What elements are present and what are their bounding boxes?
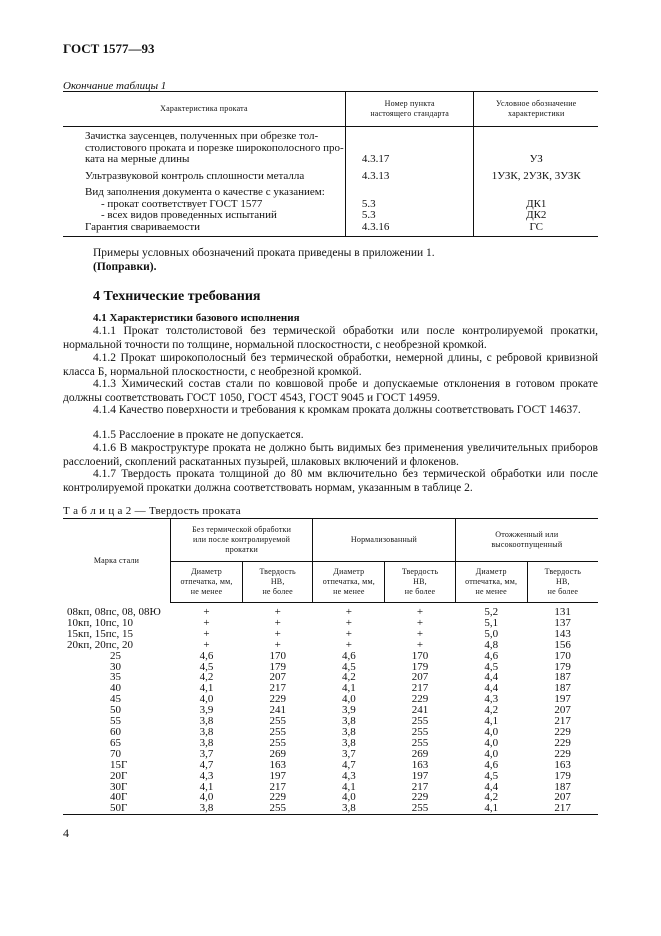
table2-cell-value: 4,6 <box>484 758 499 771</box>
paragraph-4-1-2: 4.1.2 Прокат широкополосный без термической обработки, немерной длины, с ребровой кривизной класса Б, нормальной плоскостности, с необрезной кромкой. <box>63 352 598 378</box>
table2-cell-mark: 10кп, 10пс, 10 <box>67 616 133 629</box>
examples-text: Примеры условных обозначений проката приведены в приложении 1. <box>93 247 435 259</box>
table2-cell-value: 3,8 <box>199 725 214 738</box>
table1-row <box>63 127 598 166</box>
table2-cell-value: 179 <box>411 660 429 673</box>
table2-cell-value: + <box>416 606 424 618</box>
table2-subheader-hardness: Твердость НВ, не более <box>243 562 313 603</box>
paragraph-4-1-1: 4.1.1 Прокат толстолистовой без термической обработки или после контролируемой прокатки, нормальной точности по толщине, нормальной плоскостности, с необрезной кромкой. <box>63 325 598 351</box>
table2-row <box>63 771 598 782</box>
table2-row <box>63 792 598 803</box>
table2-cell-value: + <box>416 627 424 640</box>
table1-cell-point: 4.3.13 <box>345 166 474 183</box>
table2-subheader-diameter: Диаметр отпечатка, мм, не менее <box>313 562 385 603</box>
subsection-title: 4.1 Характеристики базового исполнения <box>93 312 300 324</box>
table2-cell-value: 4,7 <box>341 758 356 771</box>
table2-cell-value: 4,4 <box>484 682 499 695</box>
table2-cell-value: 255 <box>411 736 429 749</box>
table2-row <box>63 760 598 771</box>
table2-cell-mark: 50 <box>110 704 121 717</box>
table2-body <box>63 603 598 815</box>
table2-cell-value: + <box>203 638 210 651</box>
table2-cell-value: 187 <box>554 671 571 684</box>
table2-cell-value: 255 <box>411 715 429 728</box>
paragraph-4-1-5: 4.1.5 Расслоение в прокате не допускается. <box>93 429 304 441</box>
table2-cell-value: 197 <box>269 769 286 782</box>
table2-cell-value: 170 <box>554 649 571 662</box>
table1 <box>63 91 598 237</box>
table2-cell-value: 4,1 <box>341 780 356 793</box>
table1-header-code: Условное обозначение характеристики <box>474 92 598 127</box>
table2-cell-value: 217 <box>269 780 286 793</box>
table1-cell-point: 4.3.16 <box>345 222 474 237</box>
table2-cell-mark: 30 <box>110 660 121 673</box>
table2-cell-value: 3,9 <box>199 704 214 717</box>
table1-line: Гарантия свариваемости <box>85 220 201 233</box>
table2-row <box>63 694 598 705</box>
table1-header-point: Номер пункта настоящего стандарта <box>345 92 474 127</box>
table2-subheader-diameter: Диаметр отпечатка, мм, не менее <box>455 562 527 603</box>
table2-cell-value: 3,8 <box>199 715 214 728</box>
table2-cell-value: 4,2 <box>484 791 499 804</box>
table2-subheader-hardness: Твердость НВ, не более <box>385 562 455 603</box>
table2-cell-value: 187 <box>554 780 571 793</box>
table2-cell-value: 143 <box>554 627 571 640</box>
table2-cell-value: 163 <box>411 758 429 771</box>
table1-line: ката на мерные длины <box>85 153 190 165</box>
table2-cell-value: 255 <box>269 725 286 738</box>
table2-cell-value: 3,8 <box>341 802 356 815</box>
table2-row <box>63 651 598 662</box>
paragraph-4-1-6: 4.1.6 В макроструктуре проката не должно быть видимых без применения увеличительных приборов расслоений, скоплений раскатанных пузырей, шлаковых включений и флокенов. <box>63 442 598 468</box>
table2-cell-value: 4,0 <box>484 747 499 760</box>
table2-row <box>63 683 598 694</box>
table2-cell-value: + <box>203 627 210 640</box>
table2-cell-value: 4,5 <box>199 660 214 673</box>
table1-cell-code <box>474 182 598 199</box>
table2-cell-mark: 45 <box>110 693 121 706</box>
table2-cell-value: 4,6 <box>341 649 356 662</box>
table2-cell-value: 255 <box>411 725 429 738</box>
table2-cell-value: 5,2 <box>484 606 499 618</box>
table2-cell-mark: 50Г <box>110 802 128 815</box>
table2-cell-value: 163 <box>554 758 571 771</box>
table2-cell-value: 229 <box>411 693 429 706</box>
table1-cell-code: ДК1 <box>526 197 547 210</box>
table2-cell-value: 217 <box>411 780 429 793</box>
table2-row <box>63 618 598 629</box>
table2-cell-value: 4,1 <box>199 682 214 695</box>
table2-cell-value: 4,5 <box>484 769 499 782</box>
table2-header-group-untreated: Без термической обработки или после контролируемой прокатки <box>170 519 312 562</box>
table1-row <box>63 166 598 183</box>
table2-cell-value: 4,4 <box>484 671 499 684</box>
table1-cell-characteristic <box>63 166 345 183</box>
table2-cell-value: 229 <box>554 747 571 760</box>
table2-cell-value: 207 <box>411 671 429 684</box>
table2-cell-value: 217 <box>411 682 429 695</box>
table1-header-characteristic: Характеристика проката <box>63 92 345 127</box>
table2-cell-value: 4,1 <box>484 802 499 815</box>
table2-cell-mark: 35 <box>110 671 121 684</box>
table1-cell-point: 5.3 <box>345 210 474 222</box>
table2-cell-value: 137 <box>554 616 571 629</box>
table2-cell-value: 3,8 <box>341 715 356 728</box>
table2-cell-value: 4,2 <box>341 671 356 684</box>
table2-header-mark: Марка стали <box>63 519 170 603</box>
table2-cell-mark: 40 <box>110 682 121 695</box>
table2-cell-value: 131 <box>554 606 571 618</box>
table1-caption: Окончание таблицы 1 <box>63 80 167 92</box>
table2-cell-value: 207 <box>554 704 571 717</box>
table1-cell-point: 5.3 <box>345 199 474 211</box>
table2-row <box>63 727 598 738</box>
table2-cell-value: 4,0 <box>341 693 356 706</box>
table2-cell-value: 197 <box>411 769 429 782</box>
table2-cell-value: 4,3 <box>199 769 214 782</box>
table2-cell-value: 255 <box>269 715 286 728</box>
table2 <box>63 518 598 815</box>
table2-cell-value: + <box>416 616 424 629</box>
table2-cell-value: 5,1 <box>484 616 499 629</box>
table2-row <box>63 749 598 760</box>
table2-cell-value: 241 <box>411 704 429 717</box>
table2-cell-value: 179 <box>554 660 571 673</box>
table1-body <box>63 127 598 237</box>
table2-header-group-annealed: Отожженный или высокоотпущенный <box>455 519 598 562</box>
table2-cell-value: 4,1 <box>341 682 356 695</box>
table2-cell-value: 241 <box>269 704 286 717</box>
table1-line: Зачистка заусенцев, полученных при обрезке тол- <box>85 130 319 142</box>
table2-row <box>63 705 598 716</box>
table2-cell-value: + <box>203 606 210 618</box>
table2-cell-mark: 15кп, 15пс, 15 <box>67 627 133 640</box>
table1-cell-characteristic <box>63 182 345 199</box>
table2-cell-value: 4,0 <box>484 725 499 738</box>
table1-row <box>63 182 598 199</box>
table2-row <box>63 738 598 749</box>
table2-cell-value: 4,0 <box>484 736 499 749</box>
table2-row <box>63 803 598 814</box>
table2-cell-value: 255 <box>269 736 286 749</box>
table2-cell-value: 255 <box>411 802 429 815</box>
section-title: 4 Технические требования <box>93 289 261 304</box>
table2-cell-value: 229 <box>411 791 429 804</box>
table2-cell-value: 3,8 <box>341 725 356 738</box>
table2-cell-value: 3,8 <box>199 802 214 815</box>
table2-cell-value: + <box>345 638 352 651</box>
table2-row <box>63 672 598 683</box>
table2-cell-value: 3,7 <box>341 747 356 760</box>
table2-cell-value: 187 <box>554 682 571 695</box>
table2-cell-value: 269 <box>269 747 286 760</box>
table2-cell-value: 229 <box>554 736 571 749</box>
table2-cell-value: 5,0 <box>484 627 499 640</box>
table2-cell-value: 4,2 <box>199 671 214 684</box>
paragraph-4-1-7: 4.1.7 Твердость проката толщиной до 80 мм включительно без термической обработки или после контролируемой прокатки должна соответствовать нормам, указанным в таблице 2. <box>63 468 598 494</box>
table2-cell-value: 4,0 <box>199 693 214 706</box>
table2-row <box>63 716 598 727</box>
table2-cell-value: 170 <box>411 649 429 662</box>
table2-cell-value: + <box>345 606 352 618</box>
table2-cell-value: 179 <box>554 769 571 782</box>
table1-cell-code: УЗ <box>529 153 543 165</box>
table1-line: - прокат соответствует ГОСТ 1577 <box>101 197 263 210</box>
table1-cell-code: ДК2 <box>526 209 547 221</box>
table1-cell-point <box>345 182 474 199</box>
table2-cell-mark: 70 <box>110 747 121 760</box>
table2-row <box>63 662 598 673</box>
table2-cell-mark: 40Г <box>110 791 128 804</box>
table2-cell-value: 217 <box>554 715 571 728</box>
table2-cell-value: 4,0 <box>199 791 214 804</box>
table1-line: Вид заполнения документа о качестве с указанием: <box>85 186 325 198</box>
table1-line: - всех видов проведенных испытаний <box>101 209 277 221</box>
table2-cell-mark: 65 <box>110 736 121 749</box>
table2-cell-value: 156 <box>554 638 571 651</box>
table2-cell-value: 3,9 <box>341 704 356 717</box>
table2-cell-value: + <box>274 638 281 651</box>
table2-cell-mark: 15Г <box>110 758 128 771</box>
table2-cell-value: 4,6 <box>484 649 499 662</box>
table2-row <box>63 640 598 651</box>
table1-cell-characteristic <box>63 127 345 166</box>
table2-cell-value: + <box>416 638 424 651</box>
table2-cell-value: 229 <box>269 693 286 706</box>
table2-cell-value: 3,8 <box>199 736 214 749</box>
corrections-note: (Поправки). <box>93 261 157 273</box>
table2-cell-value: 269 <box>411 747 429 760</box>
table2-cell-value: 4,5 <box>484 660 499 673</box>
table2-cell-value: 4,2 <box>484 704 499 717</box>
table2-cell-value: 217 <box>269 682 286 695</box>
table2-header-group-normalized: Нормализованный <box>313 519 455 562</box>
paragraph-4-1-4: 4.1.4 Качество поверхности и требования к кромкам проката должны соответствовать ГОСТ 14637. <box>93 404 581 416</box>
table2-cell-value: 4,4 <box>484 780 499 793</box>
table2-cell-mark: 20Г <box>110 769 128 782</box>
table2-cell-mark: 55 <box>110 715 121 728</box>
table2-cell-value: 4,1 <box>199 780 214 793</box>
table2-cell-mark: 20кп, 20пс, 20 <box>67 638 133 651</box>
table2-cell-value: 4,7 <box>199 758 214 771</box>
table2-cell-value: 163 <box>269 758 286 771</box>
table1-cell-code: 1УЗК, 2УЗК, 3УЗК <box>491 169 581 182</box>
table2-caption: Т а б л и ц а 2 — Твердость проката <box>63 505 241 517</box>
table2-cell-value: 4,3 <box>484 693 499 706</box>
table2-cell-value: 4,1 <box>484 715 499 728</box>
table2-cell-value: 229 <box>554 725 571 738</box>
table2-cell-value: + <box>345 616 352 629</box>
table2-cell-value: + <box>274 616 281 629</box>
table2-cell-value: 4,8 <box>484 638 499 651</box>
table2-cell-value: 179 <box>269 660 286 673</box>
table1-cell-code: ГС <box>529 220 544 233</box>
table1-cell-characteristic <box>63 222 345 237</box>
table2-subheader-diameter: Диаметр отпечатка, мм, не менее <box>170 562 242 603</box>
table2-cell-mark: 30Г <box>110 780 128 793</box>
table2-cell-mark: 08кп, 08пс, 08, 08Ю <box>67 605 161 618</box>
table1-cell-point: 4.3.17 <box>345 127 474 166</box>
table2-cell-value: 255 <box>269 802 286 815</box>
table2-row <box>63 603 598 618</box>
table1-row <box>63 222 598 237</box>
table2-cell-mark: 60 <box>110 725 121 738</box>
table2-cell-value: 4,5 <box>341 660 356 673</box>
paragraph-4-1-3: 4.1.3 Химический состав стали по ковшовой пробе и допускаемые отклонения в готовом прокате должны соответствовать ГОСТ 1050, ГОСТ 4543, ГОСТ 9045 и ГОСТ 14959. <box>63 378 598 404</box>
table2-cell-value: 4,6 <box>199 649 214 662</box>
table2-cell-value: 4,3 <box>341 769 356 782</box>
table2-cell-value: 197 <box>554 693 571 706</box>
table2-cell-value: 3,8 <box>341 736 356 749</box>
table2-cell-value: 217 <box>554 802 571 815</box>
table2-cell-value: 170 <box>269 649 286 662</box>
table2-row <box>63 782 598 793</box>
table2-cell-value: + <box>345 627 352 640</box>
table2-cell-value: 229 <box>269 791 286 804</box>
table1-row <box>63 210 598 222</box>
table2-cell-value: + <box>274 606 281 618</box>
table1-line: столистового проката и порезке широкополосного про- <box>85 141 344 154</box>
table2-cell-value: 4,0 <box>341 791 356 804</box>
table2-cell-value: + <box>274 627 281 640</box>
table2-cell-value: 207 <box>554 791 571 804</box>
table1-cell-characteristic <box>63 210 345 222</box>
table2-cell-value: + <box>203 616 210 629</box>
page-number: 4 <box>63 826 69 840</box>
table2-cell-value: 3,7 <box>199 747 214 760</box>
table1-line: Ультразвуковой контроль сплошности металла <box>85 169 305 182</box>
table2-cell-mark: 25 <box>110 649 121 662</box>
table2-cell-value: 207 <box>269 671 286 684</box>
table2-subheader-hardness: Твердость НВ, не более <box>527 562 598 603</box>
document-header: ГОСТ 1577—93 <box>63 41 155 56</box>
table2-row <box>63 629 598 640</box>
